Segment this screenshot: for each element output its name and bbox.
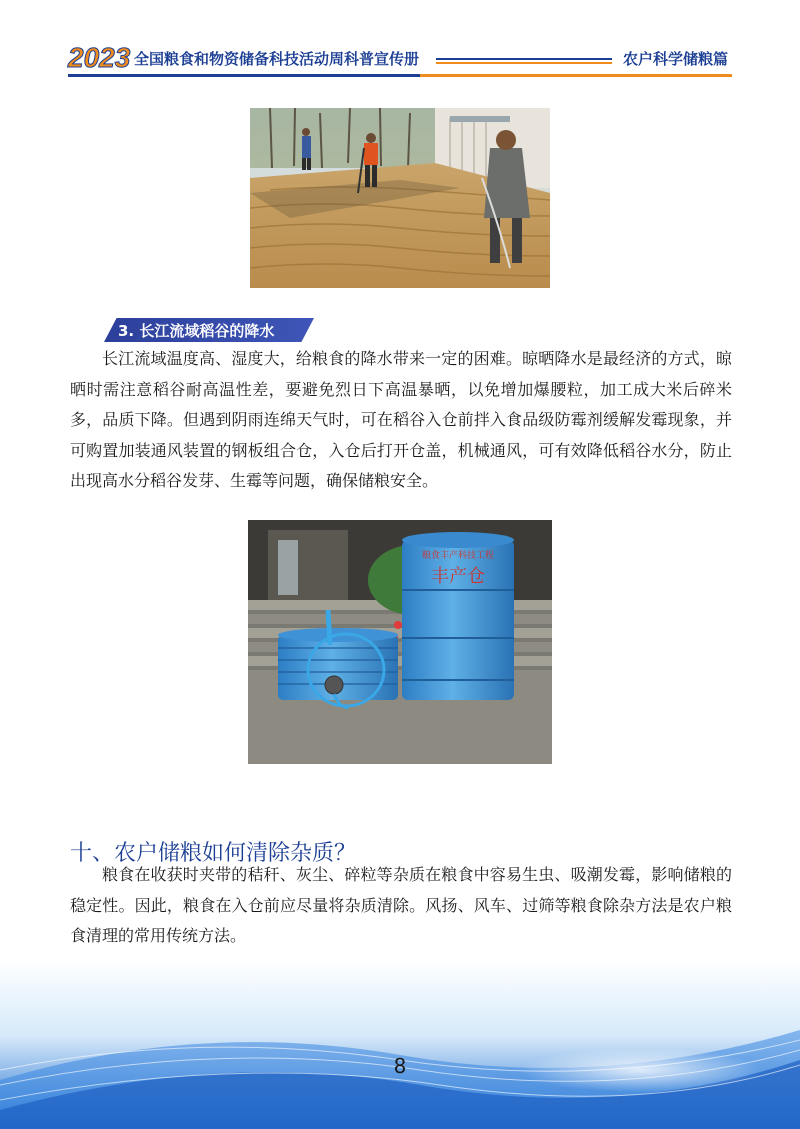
section-paragraph: 粮食在收获时夹带的秸秆、灰尘、碎粒等杂质在粮食中容易生虫、吸潮发霉，影响储粮的稳定性。因此，粮食在入仓前应尽量将杂质清除。风扬、风车、过筛等粮食除杂方法是农户粮食清理的常用传统方法。 (70, 865, 732, 945)
header-underbar-accent (420, 74, 732, 77)
page-number: 8 (393, 1054, 407, 1078)
footer-decoration (0, 960, 800, 1129)
photo-drying-grain-illustration (250, 108, 550, 288)
subsection-heading: 3. 长江流域稻谷的降水 (118, 322, 275, 340)
header-rule (436, 58, 612, 60)
photo-grain-bins (248, 520, 552, 764)
photo-grain-bins-illustration (248, 520, 552, 764)
bin-label-line2: 丰产仓 (431, 566, 485, 587)
photo-drying-grain (250, 108, 550, 288)
header-rule-accent (436, 62, 612, 64)
bin-label-line1: 粮食丰产科技工程 (421, 551, 495, 561)
page-header (0, 0, 800, 84)
footer-wave-graphic (0, 960, 800, 1129)
header-year: 2023 (68, 42, 131, 73)
header-section-name: 农户科学储粮篇 (622, 50, 728, 68)
header-campaign-title: 全国粮食和物资储备科技活动周科普宣传册 (134, 50, 420, 68)
subsection-paragraph: 长江流域温度高、湿度大，给粮食的降水带来一定的困难。晾晒降水是最经济的方式，晾晒时需注意稻谷耐高温性差，要避免烈日下高温暴晒，以免增加爆腰粒，加工成大米后碎米多，品质下降。但遇到阴雨连绵天气时，可在稻谷入仓前拌入食品级防霉剂缓解发霉现象，并可购置加装通风装置的钢板组合仓，入仓后打开仓盖，机械通风，可有效降低稻谷水分，防止出现高水分稻谷发芽、生霉等问题，确保储粮安全。 (70, 349, 732, 490)
section-heading: 十、农户储粮如何清除杂质？ (70, 841, 357, 867)
